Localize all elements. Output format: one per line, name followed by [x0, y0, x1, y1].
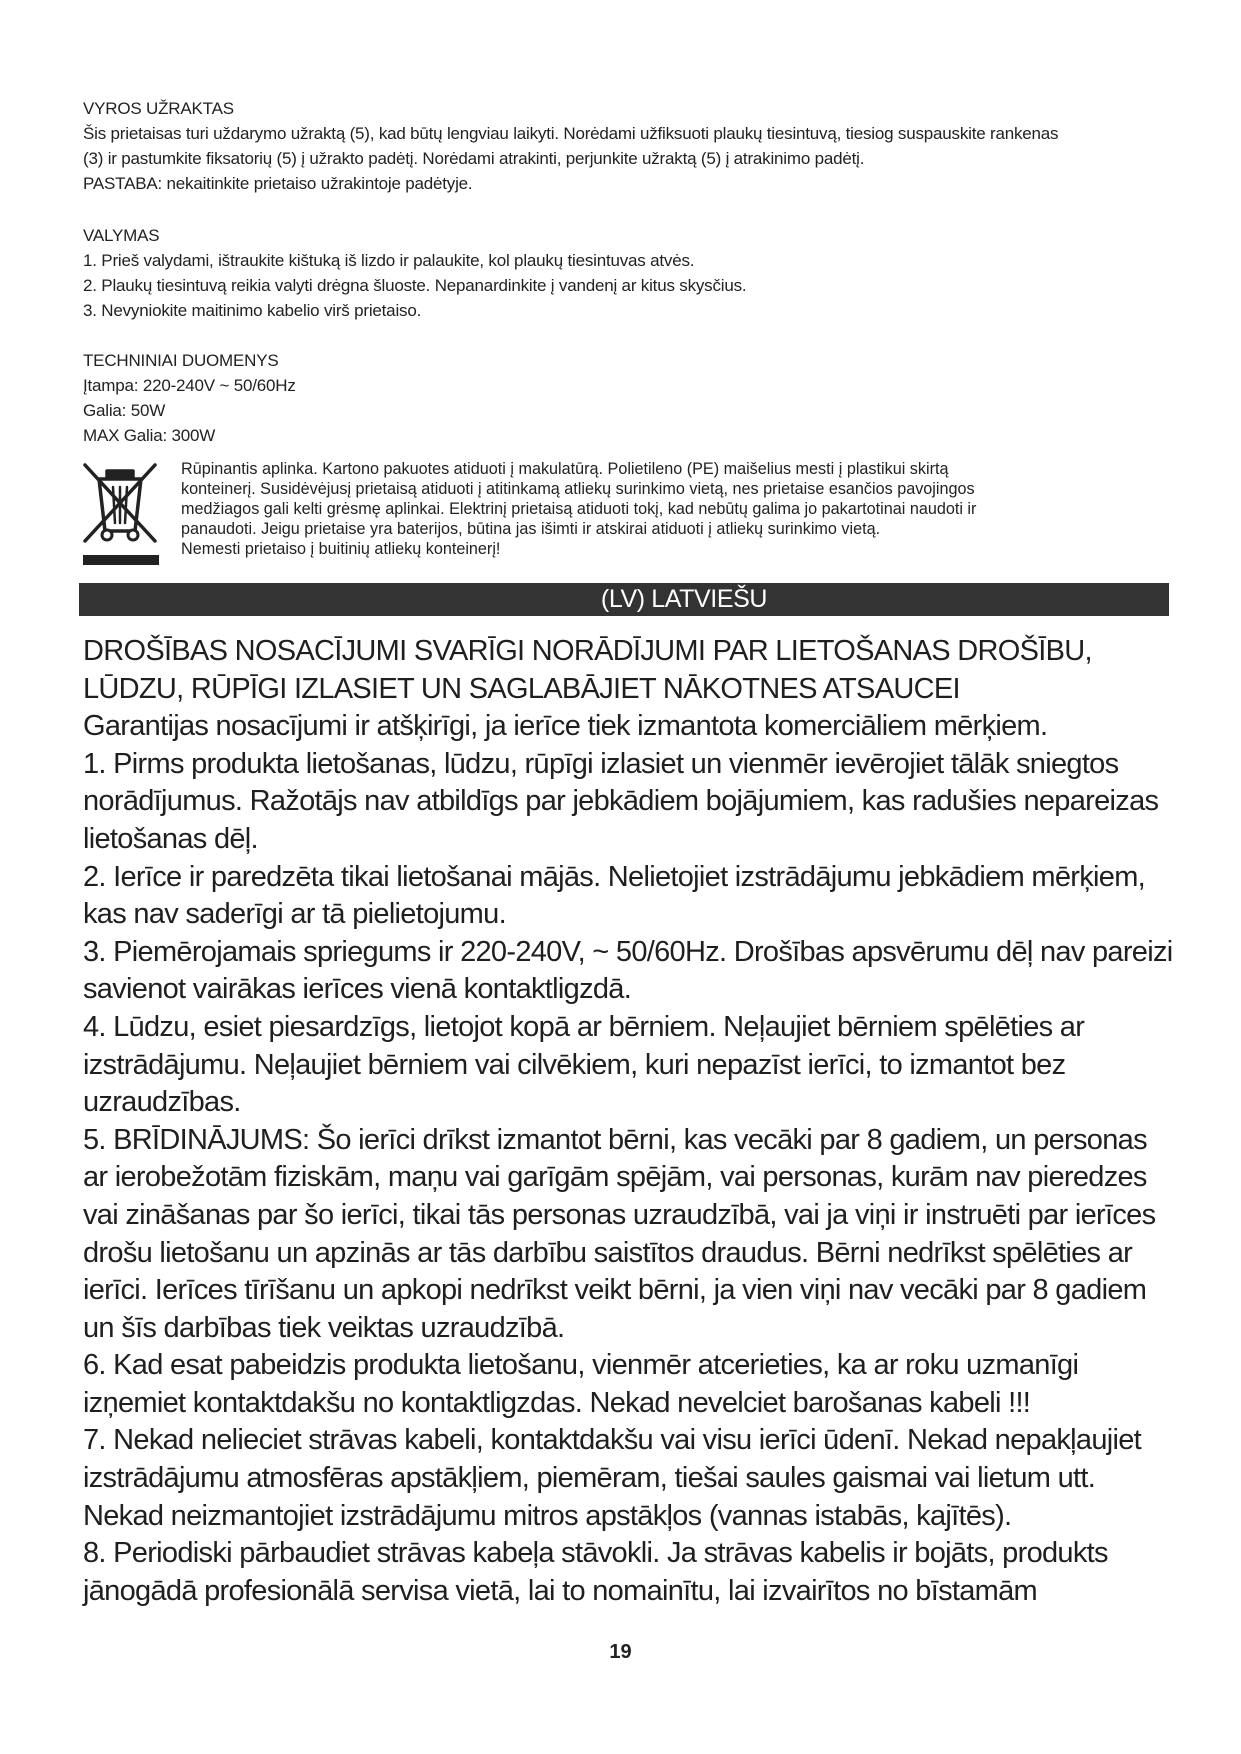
latvian-text-line: 3. Piemērojamais spriegums ir 220-240V, ~ 50/60Hz. Drošības apsvērumu dēļ nav pareizi — [83, 935, 1173, 968]
latvian-text-line: 8. Periodiski pārbaudiet strāvas kabeļa stāvokli. Ja strāvas kabelis ir bojāts, produkts — [83, 1537, 1108, 1570]
latvian-text-line: 6. Kad esat pabeidzis produkta lietošanu, vienmēr atcerieties, ka ar roku uzmanīgi — [83, 1349, 1079, 1382]
lock-line: (3) ir pastumkite fiksatorių (5) į užrakto padėtį. Norėdami atrakinti, perjunkite užraktą (5) į atrakinimo padėtį. — [83, 149, 865, 168]
latvian-heading-line: DROŠĪBAS NOSACĪJUMI SVARĪGI NORĀDĪJUMI PAR LIETOŠANAS DROŠĪBU, — [83, 635, 1092, 667]
recycling-line: panaudoti. Jeigu prietaise yra baterijos, būtina jas išimti ir atskirai atiduoti į atliekų surinkimo vietą. — [181, 520, 881, 538]
cleaning-heading: VALYMAS — [83, 226, 160, 245]
tech-heading: TECHNINIAI DUOMENYS — [83, 351, 279, 370]
latvian-text-line: jānogādā profesionālā servisa vietā, lai to nomainītu, lai izvairītos no bīstamām — [83, 1574, 1037, 1607]
latvian-text-line: 7. Nekad nelieciet strāvas kabeli, kontaktdakšu vai visu ierīci ūdenī. Nekad nepakļaujiet — [83, 1424, 1142, 1457]
language-banner — [79, 583, 1169, 616]
recycling-line: medžiagos gali kelti grėsmę aplinkai. Elektrinį prietaisą atiduoti tokį, kad nebūtų galima jo pakartotinai naudoti ir — [181, 500, 977, 518]
latvian-heading-line: LŪDZU, RŪPĪGI IZLASIET UN SAGLABĀJIET NĀKOTNES ATSAUCEI — [83, 672, 960, 705]
latvian-text-line: izstrādājumu. Neļaujiet bērniem vai cilvēkiem, kuri nepazīst ierīci, to izmantot bez — [83, 1048, 1066, 1081]
page-number: 19 — [609, 1641, 632, 1663]
latvian-text-line: Nekad neizmantojiet izstrādājumu mitros apstākļos (vannas istabās, kajītēs). — [83, 1499, 1012, 1532]
lock-section — [83, 96, 1173, 196]
latvian-text-line: 4. Lūdzu, esiet piesardzīgs, lietojot kopā ar bērniem. Neļaujiet bērniem spēlēties ar — [83, 1010, 1085, 1043]
latvian-text-line: savienot vairākas ierīces vienā kontaktligzdā. — [83, 973, 632, 1006]
latvian-text-line: uzraudzības. — [83, 1086, 241, 1119]
latvian-text-line: izstrādājumu atmosfēras apstākļiem, piemēram, tiešai saules gaismai vai lietum utt. — [83, 1462, 1096, 1495]
lock-line: Šis prietaisas turi uždarymo užraktą (5), kad būtų lengviau laikyti. Norėdami užfiksuoti plaukų tiesintuvą, tiesiog suspauskite rankenas — [83, 124, 1059, 143]
latvian-text-line: izņemiet kontaktdakšu no kontaktligzdas. Nekad nevelciet barošanas kabeli !!! — [83, 1386, 1031, 1419]
recycling-line: Nemesti prietaiso į buitinių atliekų konteinerį! — [181, 540, 501, 558]
latvian-text-line: drošu lietošanu un apzinās ar tās darbību saistītos draudus. Bērni nedrīkst spēlēties ar — [83, 1236, 1133, 1269]
lock-note: PASTABA: nekaitinkite prietaiso užrakintoje padėtyje. — [83, 174, 473, 193]
cleaning-section — [83, 223, 1173, 323]
tech-line-power: Galia: 50W — [83, 401, 166, 420]
latvian-text-line: kas nav saderīgi ar tā pielietojumu. — [83, 898, 506, 931]
latvian-text-line: norādījumus. Ražotājs nav atbildīgs par jebkādiem bojājumiem, kas radušies nepareizas — [83, 785, 1159, 818]
latvian-text-line: ierīci. Ierīces tīrīšanu un apkopi nedrīkst veikt bērni, ja vien viņi nav vecāki par 8 gadiem — [83, 1274, 1147, 1307]
latvian-safety-instructions — [83, 633, 1173, 1610]
cleaning-line: 1. Prieš valydami, ištraukite kištuką iš lizdo ir palaukite, kol plaukų tiesintuvas atvės. — [83, 251, 695, 270]
latvian-text-line: 2. Ierīce ir paredzēta tikai lietošanai mājās. Nelietojiet izstrādājumu jebkādiem mērķiem, — [83, 860, 1146, 893]
lock-heading: VYROS UŽRAKTAS — [83, 99, 234, 118]
language-banner-label: (LV) LATVIEŠU — [600, 585, 768, 613]
latvian-text-line: vai zināšanas par šo ierīci, tikai tās personas uzraudzībā, vai ja viņi ir instruēti par ierīces — [83, 1198, 1156, 1231]
recycling-line: konteinerį. Susidėvėjusį prietaisą atiduoti į atitinkamą atliekų surinkimo vietą, nes prietaise esančios pavojingos — [181, 480, 975, 498]
recycling-line: Rūpinantis aplinka. Kartono pakuotes atiduoti į makulatūrą. Polietileno (PE) maišelius mesti į plastikui skirtą — [181, 460, 949, 478]
tech-line-voltage: Įtampa: 220-240V ~ 50/60Hz — [83, 376, 296, 395]
crossed-out-wheelie-bin-icon — [83, 463, 159, 567]
tech-line-max-power: MAX Galia: 300W — [83, 426, 216, 445]
latvian-text-line: Garantijas nosacījumi ir atšķirīgi, ja ierīce tiek izmantota komerciāliem mērķiem. — [83, 710, 1048, 743]
tech-section — [83, 348, 1173, 448]
recycling-notice — [181, 459, 1171, 559]
cleaning-line: 2. Plaukų tiesintuvą reikia valyti drėgna šluoste. Nepanardinkite į vandenį ar kitus skysčius. — [83, 276, 747, 295]
cleaning-line: 3. Nevyniokite maitinimo kabelio virš prietaiso. — [83, 301, 422, 320]
latvian-text-line: 1. Pirms produkta lietošanas, lūdzu, rūpīgi izlasiet un vienmēr ievērojiet tālāk sniegtos — [83, 747, 1119, 780]
latvian-text-line: lietošanas dēļ. — [83, 822, 258, 855]
latvian-text-line: ar ierobežotām fiziskām, maņu vai garīgām spējām, vai personas, kurām nav pieredzes — [83, 1161, 1147, 1194]
latvian-text-line: 5. BRĪDINĀJUMS: Šo ierīci drīkst izmantot bērni, kas vecāki par 8 gadiem, un personas — [83, 1123, 1147, 1156]
latvian-text-line: un šīs darbības tiek veiktas uzraudzībā. — [83, 1311, 565, 1344]
